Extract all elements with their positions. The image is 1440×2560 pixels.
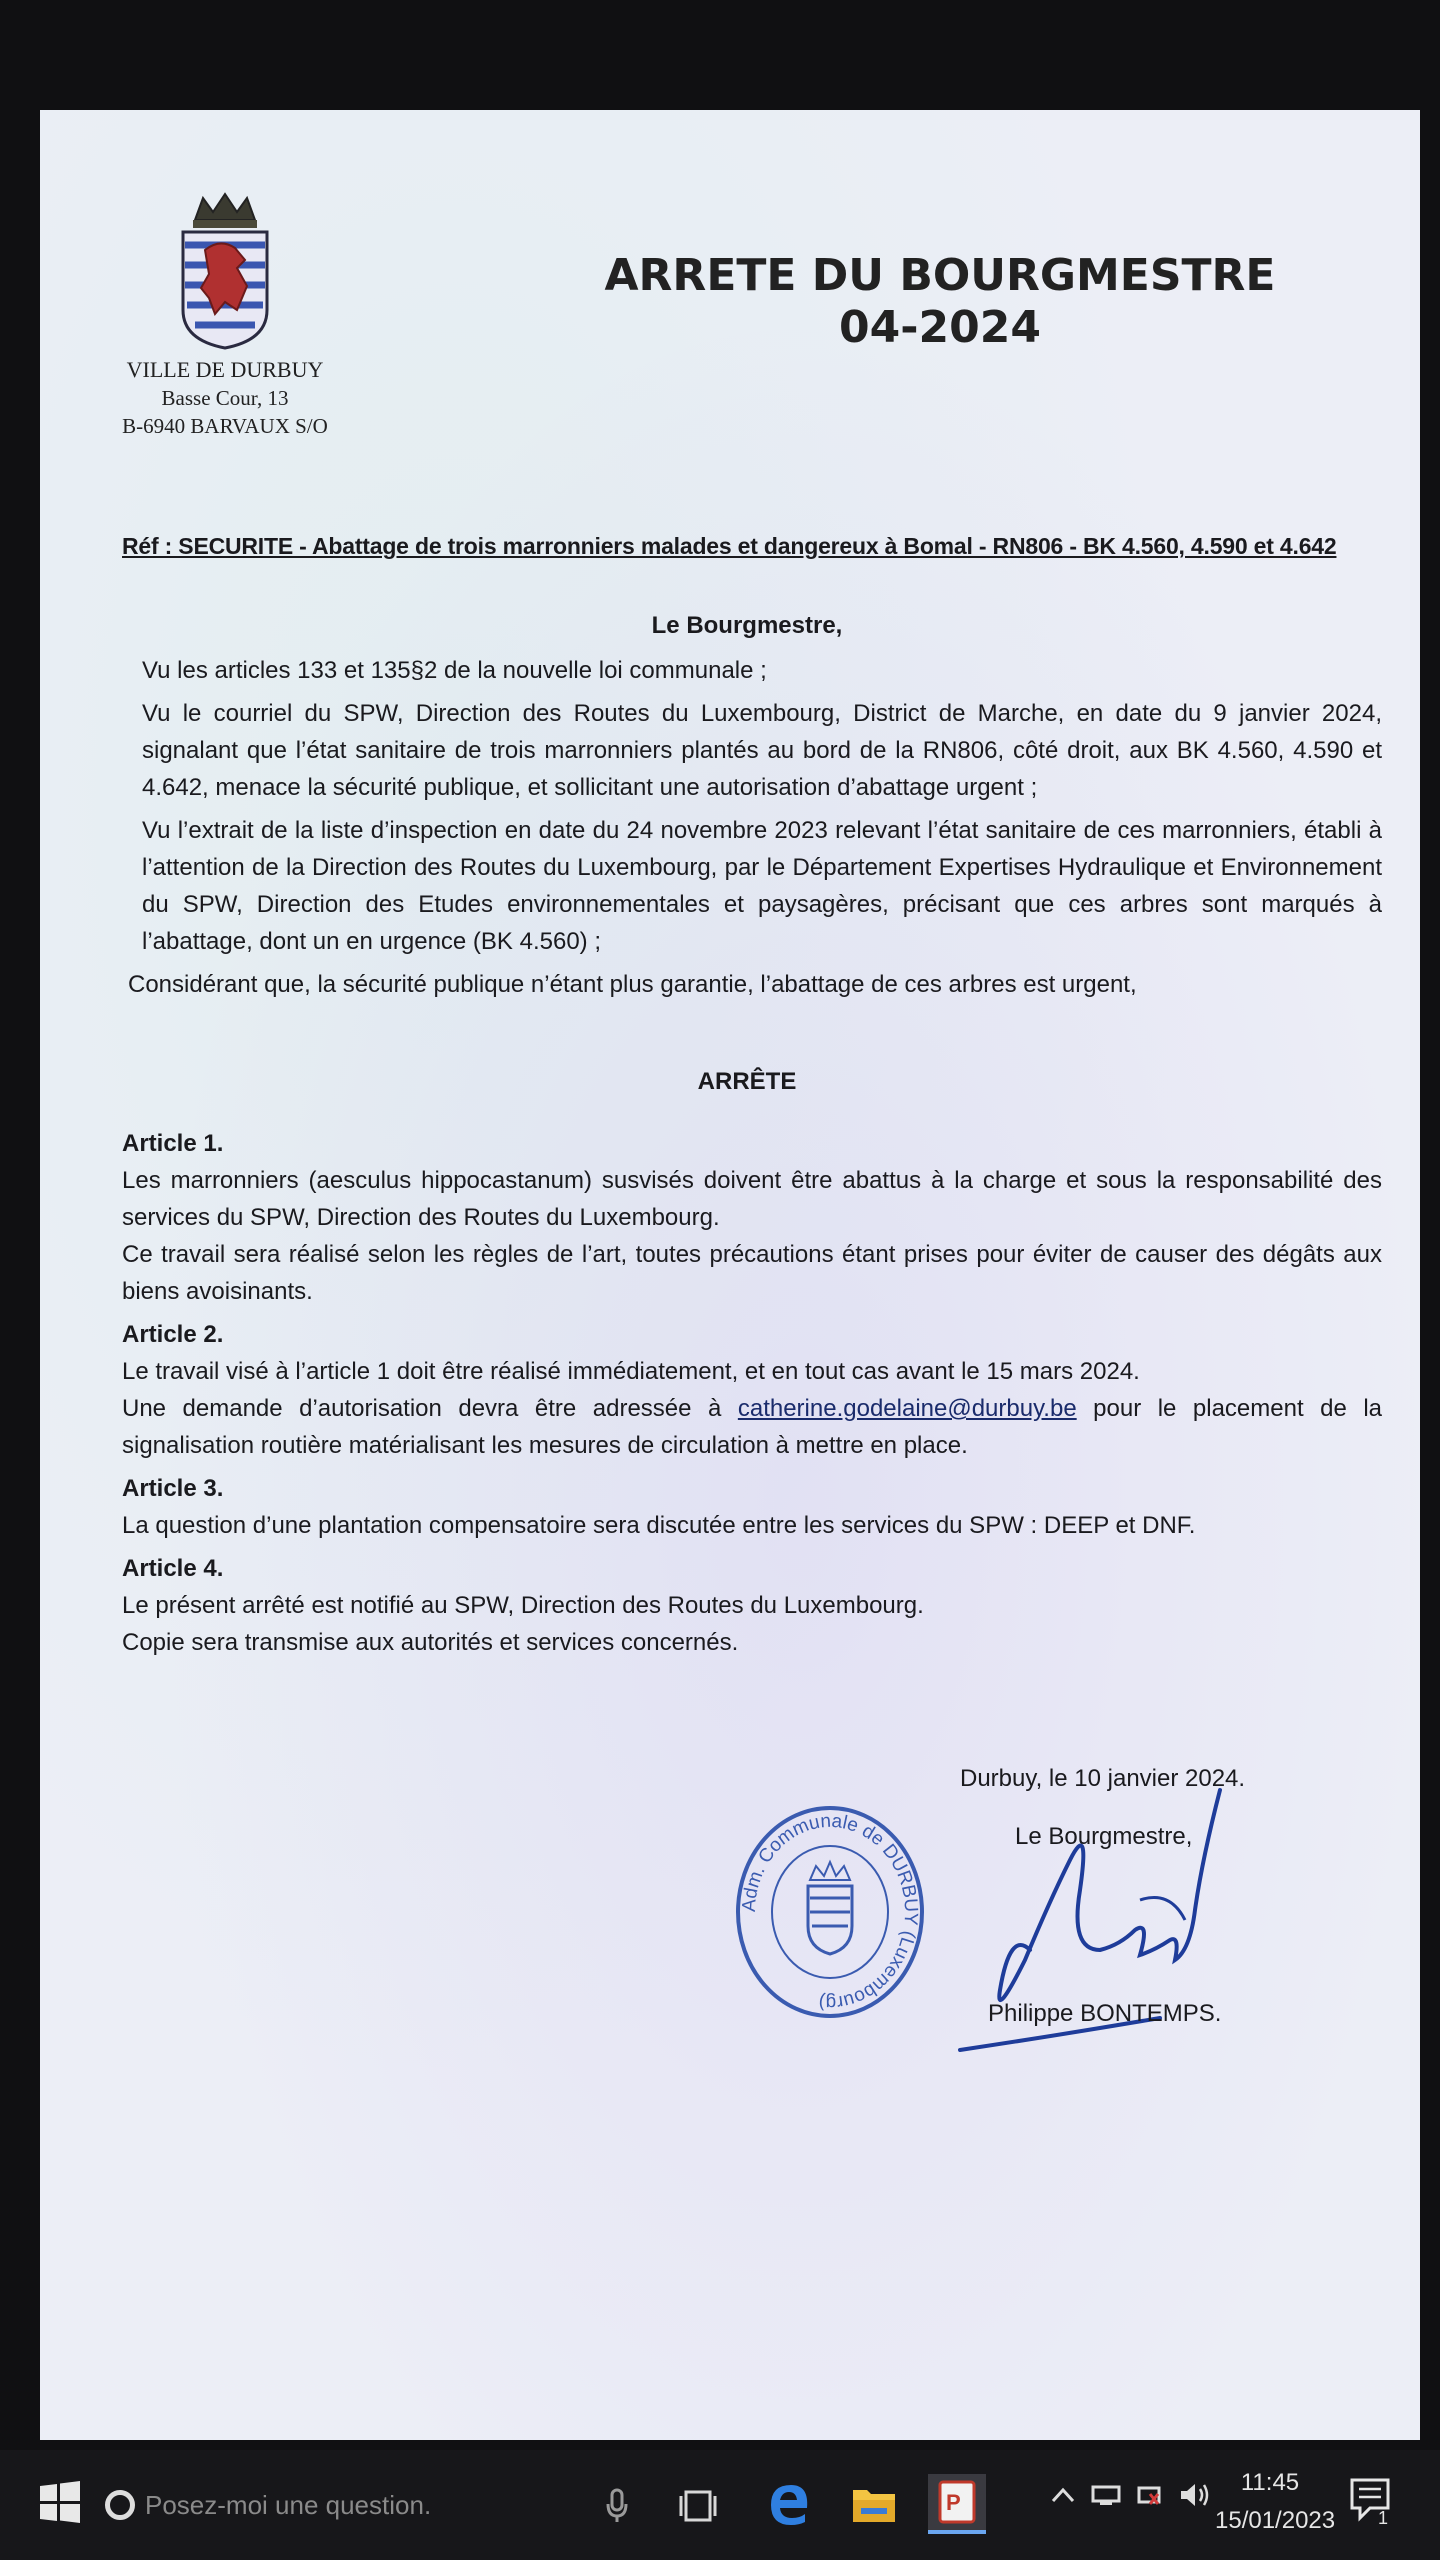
article-paragraph: Le travail visé à l’article 1 doit être réalisé immédiatement, et en tout cas avant le 15 mars 2024. bbox=[122, 1358, 1140, 1385]
clock[interactable] bbox=[1215, 2464, 1336, 2540]
article-2 bbox=[122, 1316, 1382, 1464]
signature-role: Le Bourgmestre, bbox=[1015, 1823, 1193, 1850]
article-paragraph: Copie sera transmise aux autorités et services concernés. bbox=[122, 1629, 739, 1656]
document-page bbox=[40, 110, 1420, 2440]
city-name: VILLE DE DURBUY bbox=[126, 357, 324, 382]
arrete-heading: ARRÊTE bbox=[697, 1068, 797, 1095]
considerants bbox=[128, 652, 1382, 1009]
volume-icon[interactable] bbox=[1178, 2480, 1212, 2510]
edge-app[interactable] bbox=[760, 2474, 818, 2534]
microphone-icon[interactable] bbox=[605, 2488, 629, 2524]
document-title bbox=[560, 250, 1320, 354]
chevron-up-icon[interactable] bbox=[1050, 2485, 1076, 2505]
article-3 bbox=[122, 1470, 1382, 1544]
articles bbox=[122, 1125, 1382, 1667]
clock-date: 15/01/2023 bbox=[1215, 2507, 1336, 2534]
taskbar bbox=[0, 2450, 1440, 2560]
pdf-app[interactable] bbox=[928, 2474, 986, 2534]
battery-icon[interactable] bbox=[1136, 2482, 1164, 2508]
considerant-item: Vu les articles 133 et 135§2 de la nouvelle loi communale ; bbox=[142, 657, 767, 684]
coat-of-arms-icon bbox=[175, 190, 275, 350]
title-line-2: 04-2024 bbox=[839, 302, 1041, 353]
signature-date: Durbuy, le 10 janvier 2024. bbox=[960, 1765, 1246, 1792]
postcode: B-6940 BARVAUX S/O bbox=[122, 414, 328, 438]
article-paragraph: Le présent arrêté est notifié au SPW, Direction des Routes du Luxembourg. bbox=[122, 1592, 924, 1619]
pdf-app-icon bbox=[936, 2480, 978, 2524]
article-paragraph: Les marronniers (aesculus hippocastanum) susvisés doivent être abattus à la charge et sous la responsabilité des services du SPW, Direction des Routes du Luxembourg. bbox=[122, 1167, 1382, 1231]
considerant-item: Vu le courriel du SPW, Direction des Routes du Luxembourg, District de Marche, en date du 9 janvier 2024, signalant que l’état sanitaire de trois marronniers plantés au bord de la RN806, côté droit, aux BK 4.560, 4.590 et 4.642, menace la sécurité publique, et sollicitant une autorisation d’abattage urgent ; bbox=[142, 700, 1382, 801]
article-title: Article 2. bbox=[122, 1321, 224, 1348]
svg-text:P: P bbox=[946, 2490, 961, 2515]
file-explorer-app[interactable] bbox=[845, 2474, 903, 2534]
official-seal-icon bbox=[730, 1800, 930, 2020]
article-title: Article 3. bbox=[122, 1475, 224, 1502]
notification-center-button[interactable] bbox=[1348, 2476, 1398, 2532]
network-icon[interactable] bbox=[1090, 2482, 1122, 2508]
considerant-item: Vu l’extrait de la liste d’inspection en date du 24 novembre 2023 relevant l’état sanitaire de ces marronniers, établi à l’attention de la Direction des Routes du Luxembourg, par le Département Expertises Hydraulique et Environnement du SPW, Direction des Etudes environnementales et paysagères, précisant que ces arbres sont marqués à l’abattage, dont un en urgence (BK 4.560) ; bbox=[142, 817, 1382, 955]
cortana-icon bbox=[105, 2490, 135, 2520]
article-title: Article 4. bbox=[122, 1555, 224, 1582]
article-paragraph: Ce travail sera réalisé selon les règles de l’art, toutes précautions étant prises pour éviter de causer des dégâts aux biens avoisinants. bbox=[122, 1241, 1382, 1305]
file-explorer-icon bbox=[851, 2484, 897, 2524]
notification-count: 1 bbox=[1378, 2508, 1389, 2526]
street-address: Basse Cour, 13 bbox=[161, 386, 289, 410]
article-4 bbox=[122, 1550, 1382, 1661]
clock-time: 11:45 bbox=[1240, 2469, 1300, 2496]
email-link[interactable]: catherine.godelaine@durbuy.be bbox=[737, 1395, 1077, 1422]
task-view-icon[interactable] bbox=[678, 2486, 718, 2526]
title-line-1: ARRETE DU BOURGMESTRE bbox=[604, 250, 1276, 301]
notification-icon bbox=[1348, 2476, 1394, 2526]
signatory-name: Philippe BONTEMPS. bbox=[988, 2000, 1222, 2027]
article-1 bbox=[122, 1125, 1382, 1310]
system-tray bbox=[1050, 2480, 1212, 2510]
intro-heading: Le Bourgmestre, bbox=[651, 612, 843, 639]
reference-line: Réf : SECURITE - Abattage de trois marronniers malades et dangereux à Bomal - RN806 - BK 4.560, 4.590 et 4.642 bbox=[122, 533, 1337, 559]
considerant-final: Considérant que, la sécurité publique n’étant plus garantie, l’abattage de ces arbres est urgent, bbox=[128, 971, 1137, 998]
article-text: pour le placement de la signalisation routière matérialisant les mesures de circulation à mettre en place. bbox=[122, 1395, 1382, 1459]
article-title: Article 1. bbox=[122, 1130, 224, 1157]
seal-text: Adm. Communale de DURBUY (Luxembourg) bbox=[738, 1810, 922, 2014]
search-box[interactable] bbox=[105, 2472, 585, 2538]
handwritten-signature-icon bbox=[940, 1750, 1280, 2080]
letterhead bbox=[110, 190, 340, 440]
article-paragraph bbox=[122, 1390, 1382, 1464]
article-text: Une demande d’autorisation devra être adressée à bbox=[122, 1395, 738, 1422]
edge-icon bbox=[767, 2482, 811, 2526]
windows-start-icon[interactable] bbox=[38, 2480, 82, 2524]
article-paragraph: La question d’une plantation compensatoire sera discutée entre les services du SPW : DEEP et DNF. bbox=[122, 1512, 1196, 1539]
search-placeholder: Posez-moi une question. bbox=[145, 2489, 432, 2520]
